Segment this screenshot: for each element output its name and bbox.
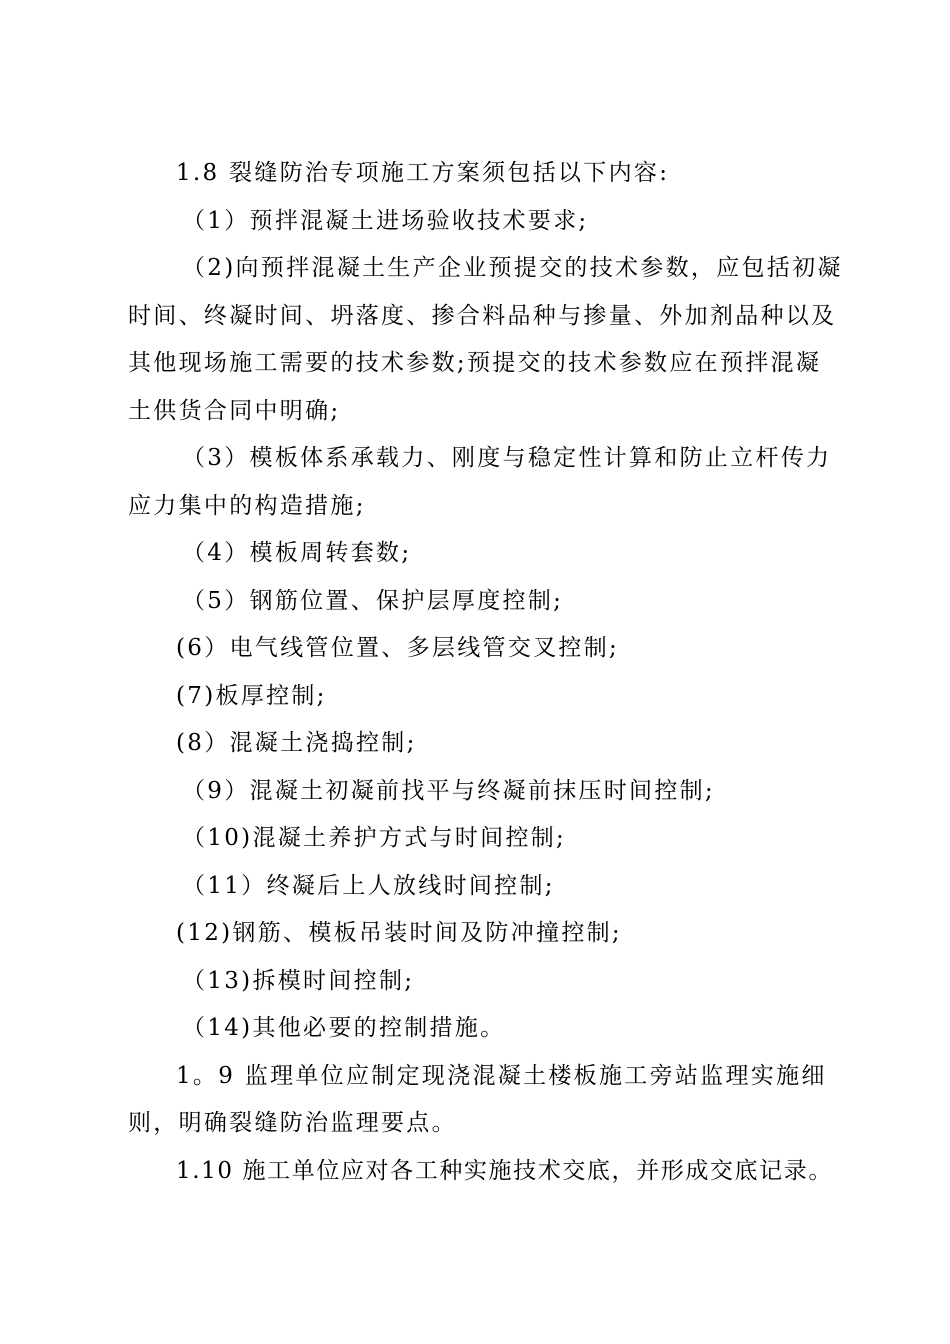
list-item-13: （13)拆模时间控制; [182, 967, 415, 994]
section-1-9-continued: 则，明确裂缝防治监理要点。 [128, 1110, 457, 1136]
document-body [128, 150, 848, 1195]
list-item-1: （1）预拌混凝土进场验收技术要求; [182, 207, 589, 234]
list-item-2-continued: 其他现场施工需要的技术参数;预提交的技术参数应在预拌混凝 [128, 350, 822, 376]
section-1-10: 1.10 施工单位应对各工种实施技术交底，并形成交底记录。 [176, 1157, 833, 1184]
list-item-2: （2)向预拌混凝土生产企业预提交的技术参数，应包括初凝 [182, 255, 843, 281]
list-item-3-continued: 应力集中的构造措施; [128, 492, 366, 519]
section-1-9: 1。9 监理单位应制定现浇混凝土楼板施工旁站监理实施细 [176, 1062, 827, 1089]
list-item-7: (7)板厚控制; [176, 682, 327, 709]
list-item-2-continued: 土供货合同中明确; [128, 397, 341, 424]
list-item-5: （5）钢筋位置、保护层厚度控制; [182, 587, 564, 614]
list-item-6: (6）电气线管位置、多层线管交叉控制; [176, 635, 620, 661]
list-item-4: （4）模板周转套数; [182, 540, 412, 566]
list-item-8: (8）混凝土浇捣控制; [176, 730, 417, 756]
list-item-3: （3）模板体系承载力、刚度与稳定性计算和防止立杆传力 [182, 445, 832, 471]
list-item-2-continued: 时间、终凝时间、坍落度、掺合料品种与掺量、外加剂品种以及 [128, 302, 837, 329]
list-item-14: （14)其他必要的控制措施。 [182, 1015, 506, 1041]
section-heading-1-8: 1.8 裂缝防治专项施工方案须包括以下内容: [176, 160, 670, 186]
list-item-9: （9）混凝土初凝前找平与终凝前抹压时间控制; [182, 777, 715, 804]
list-item-11: （11）终凝后上人放线时间控制; [182, 872, 555, 899]
list-item-10: （10)混凝土养护方式与时间控制; [182, 825, 567, 851]
list-item-12: (12)钢筋、模板吊装时间及防冲撞控制; [176, 920, 622, 946]
